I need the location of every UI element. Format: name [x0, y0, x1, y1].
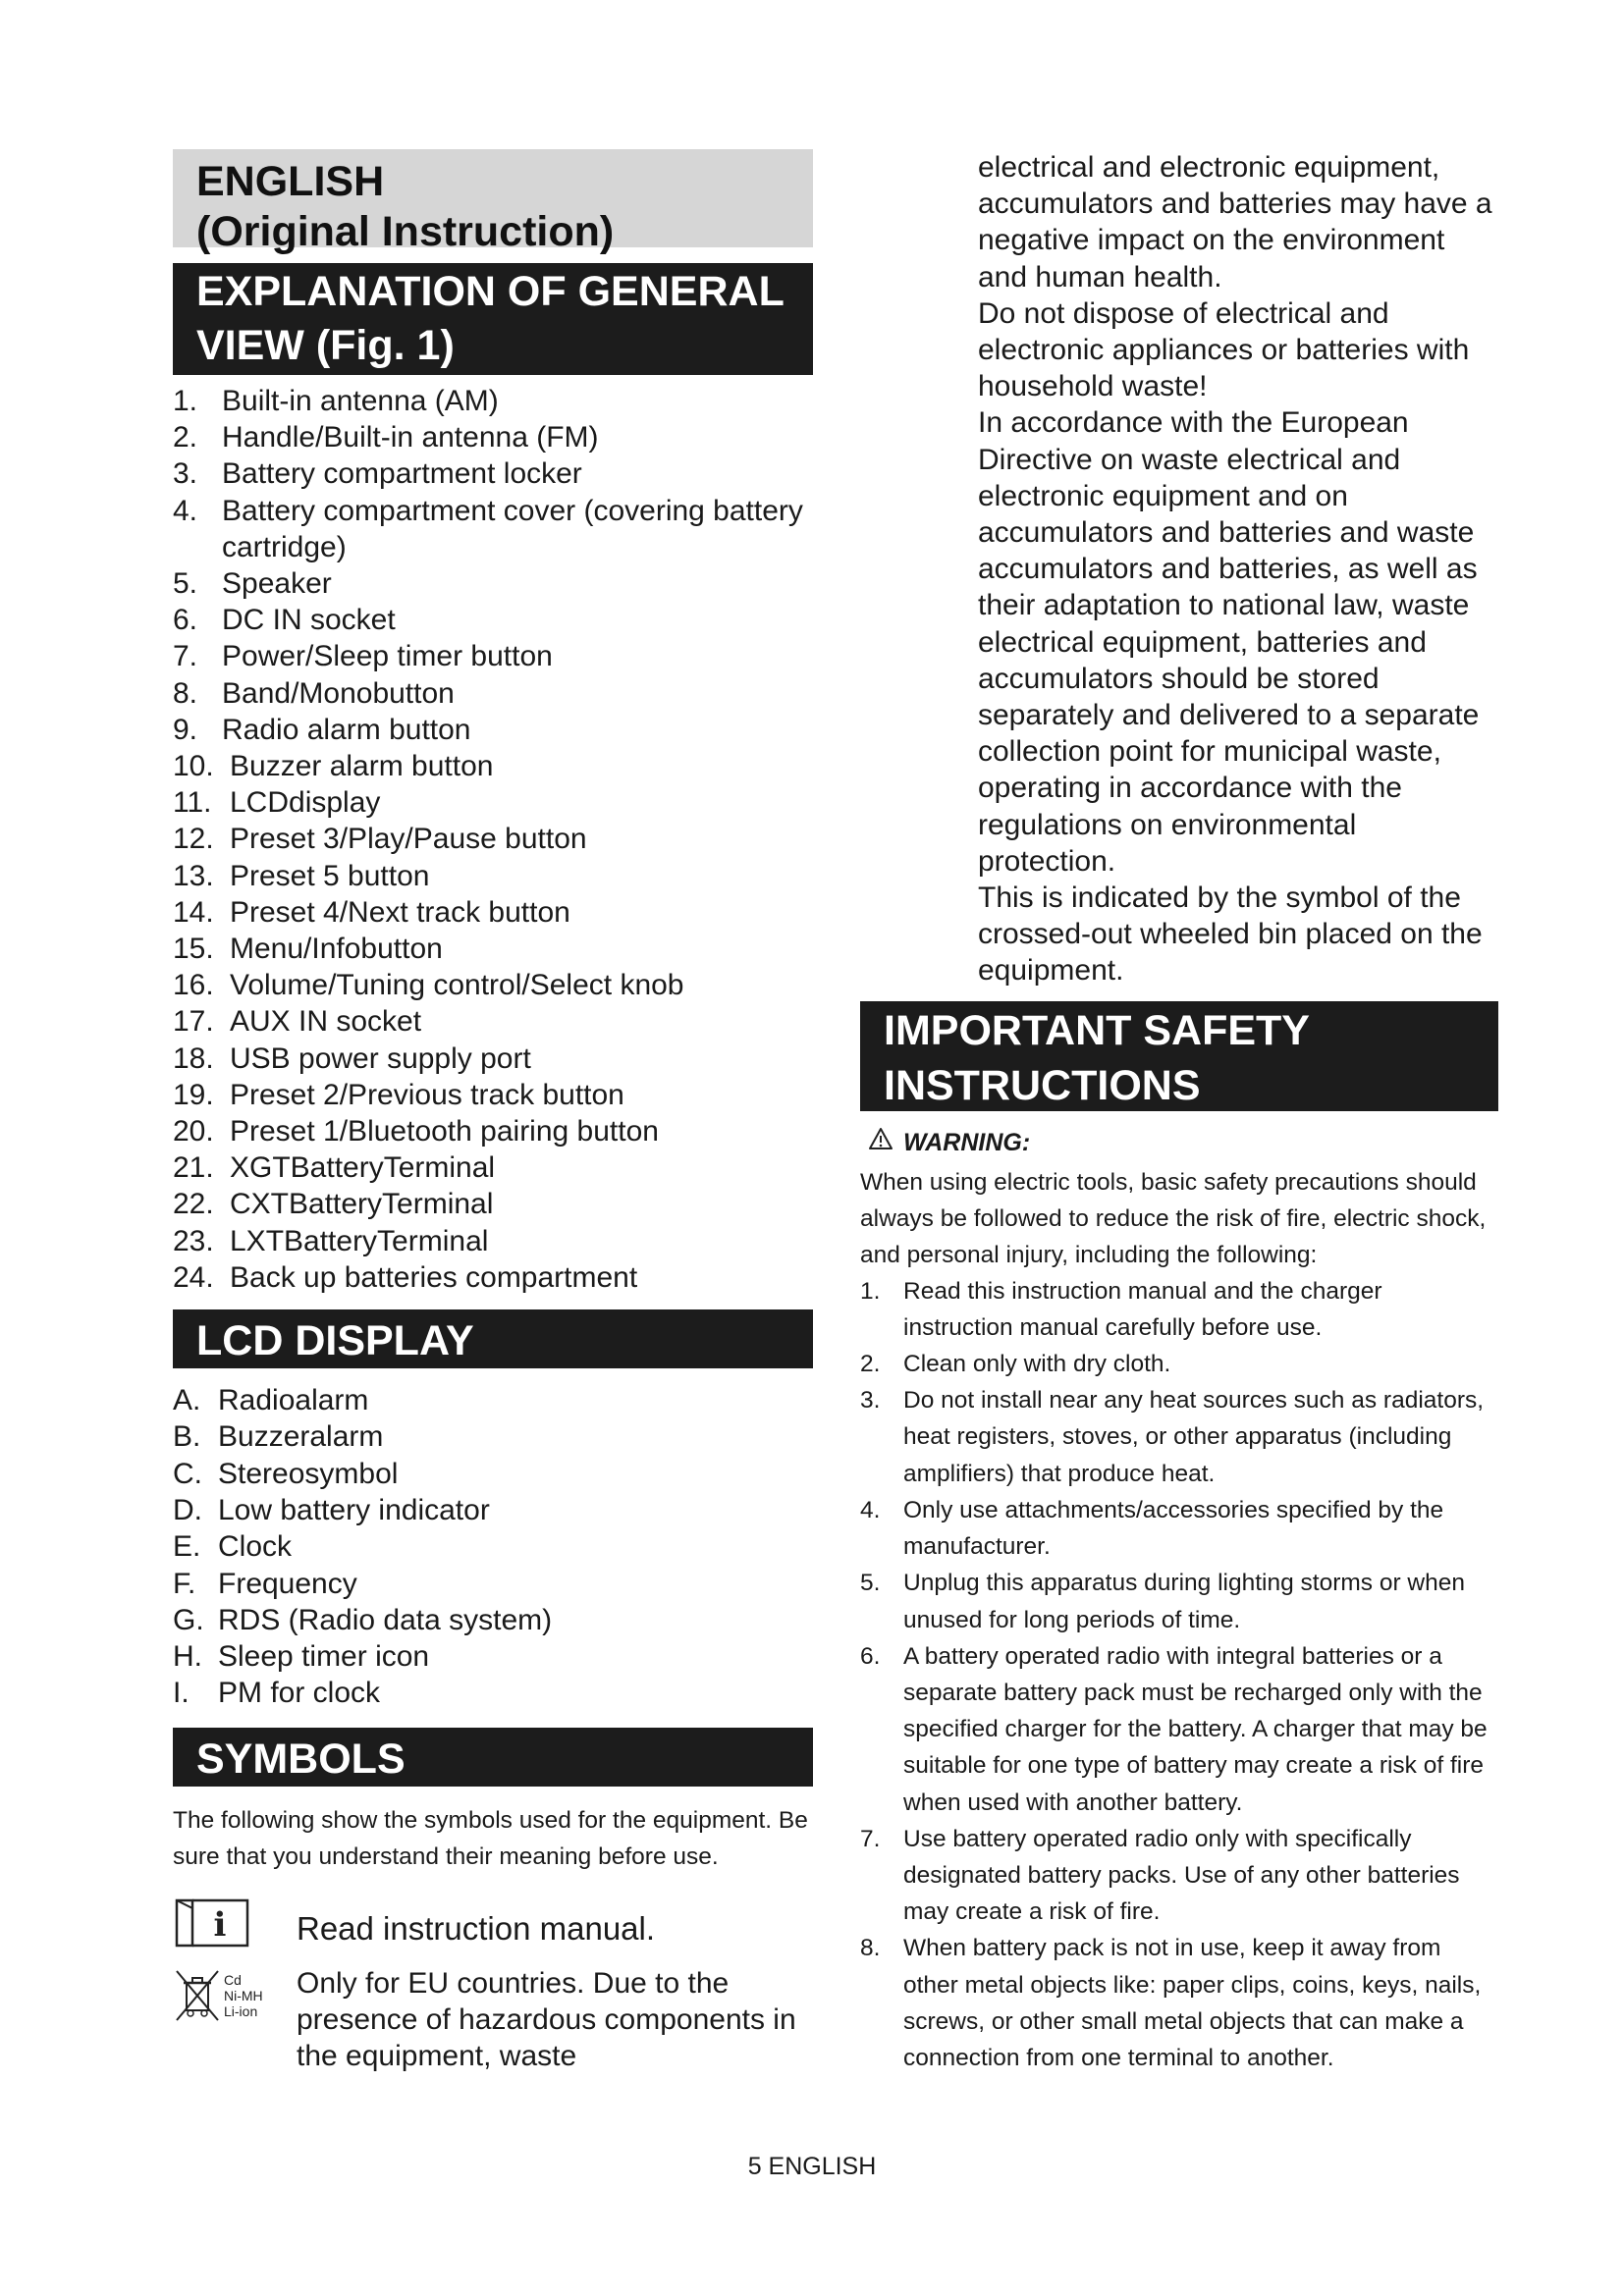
list-item-number: 2. [173, 421, 198, 454]
list-item [173, 1675, 813, 1711]
list-item-text: Preset 4/Next track button [230, 895, 570, 929]
list-item-text: Unplug this apparatus during lighting storms or when unused for long periods of time. [903, 1570, 1465, 1633]
list-item-number: D. [173, 1493, 202, 1526]
list-item-text: USB power supply port [230, 1041, 531, 1075]
list-item-number: 22. [173, 1188, 214, 1221]
list-item-number: 2. [860, 1351, 881, 1378]
list-item [860, 1273, 1498, 1346]
list-item-number: 17. [173, 1005, 214, 1039]
list-item-text: Handle/Built-in antenna (FM) [222, 421, 599, 454]
list-item-text: Preset 1/Bluetooth pairing button [230, 1115, 659, 1148]
list-item-text: Preset 2/Previous track button [230, 1078, 624, 1111]
list-item-text: A battery operated radio with integral batteries or a separate battery pack must be recharged only with the specified charger for the battery. A charger that may be suitable for one type of battery may create a risk of fire when used with another battery. [903, 1642, 1488, 1816]
list-item [173, 712, 813, 748]
list-item-text: Band/Monobutton [222, 676, 455, 710]
list-item-text: LXTBatteryTerminal [230, 1224, 489, 1257]
list-item-number: 6. [173, 604, 198, 637]
list-item-text: Do not install near any heat sources such as radiators, heat registers, stoves, or other apparatus (including amplifiers) that produce heat. [903, 1387, 1485, 1487]
weee-label: Ni-MH [224, 1987, 263, 2003]
section-heading-lcd-display: LCD DISPLAY [173, 1309, 813, 1368]
list-item [173, 1149, 813, 1186]
left-column [173, 149, 813, 2074]
language-title: ENGLISH [196, 158, 385, 205]
list-item [860, 1492, 1498, 1565]
list-item-number: 16. [173, 969, 214, 1002]
warning-triangle-icon [868, 1125, 893, 1160]
list-item [173, 1602, 813, 1638]
list-item [173, 1528, 813, 1565]
list-item-number: H. [173, 1640, 202, 1674]
list-item-number: I. [173, 1677, 189, 1710]
list-item-number: 5. [173, 567, 198, 601]
list-item-number: 19. [173, 1078, 214, 1111]
crossed-out-bin-icon [173, 1965, 297, 2031]
list-item-number: 8. [860, 1935, 881, 1962]
info-letter: i [213, 1905, 227, 1946]
list-item-number: 20. [173, 1115, 214, 1148]
list-item-number: 21. [173, 1151, 214, 1185]
list-item [173, 821, 813, 857]
list-item-text: Menu/Infobutton [230, 933, 443, 966]
eu-disposal-text [860, 149, 1498, 989]
list-item-number: 18. [173, 1041, 214, 1075]
section-heading-line: VIEW (Fig. 1) [196, 322, 455, 369]
list-item-number: 8. [173, 676, 198, 710]
list-item [173, 493, 813, 565]
list-item-text: Speaker [222, 567, 332, 601]
list-item-number: 11. [173, 786, 212, 820]
list-item-text: Clean only with dry cloth. [903, 1351, 1171, 1378]
list-item-number: 1. [173, 385, 198, 417]
list-item-text: Only use attachments/accessories specified by the manufacturer. [903, 1496, 1444, 1561]
list-item-text: LCDdisplay [230, 786, 381, 820]
list-item [860, 1382, 1498, 1492]
list-item-text: AUX IN socket [230, 1005, 422, 1039]
symbol-manual-text: Read instruction manual. [297, 1910, 656, 1948]
page-footer: 5 ENGLISH [747, 2153, 877, 2180]
list-item [173, 931, 813, 967]
list-item-number: 9. [173, 713, 198, 746]
list-item [860, 1930, 1498, 2076]
warning-label: WARNING: [903, 1128, 1031, 1156]
list-item [173, 1041, 813, 1077]
section-heading-line: EXPLANATION OF GENERAL [196, 268, 785, 315]
list-item-number: C. [173, 1457, 202, 1490]
symbol-weee-text: Only for EU countries. Due to the presence of hazardous components in the equipment, waste [297, 1966, 796, 2072]
list-item-text: When battery pack is not in use, keep it away from other metal objects like: paper clips, coins, keys, nails, screws, or other small metal objects that can make a connection from one terminal to another. [903, 1935, 1482, 2071]
list-item-number: 3. [173, 457, 198, 491]
list-item [173, 383, 813, 419]
list-item-text: DC IN socket [222, 604, 396, 637]
list-item [173, 967, 813, 1003]
list-item-text: RDS (Radio data system) [218, 1603, 553, 1636]
list-item-text: Preset 5 button [230, 859, 430, 892]
list-item [173, 565, 813, 602]
list-item-text: Clock [218, 1530, 293, 1564]
list-item-number: E. [173, 1530, 201, 1564]
list-item-number: A. [173, 1384, 201, 1417]
list-item-number: G. [173, 1603, 204, 1636]
language-subtitle: (Original Instruction) [196, 208, 615, 255]
list-item-text: Built-in antenna (AM) [222, 385, 499, 417]
list-item [173, 1077, 813, 1113]
list-item-number: 24. [173, 1260, 214, 1294]
list-item-text: CXTBatteryTerminal [230, 1188, 494, 1221]
section-heading-general-view [173, 263, 813, 375]
list-item-number: 12. [173, 823, 214, 856]
list-item-text: Use battery operated radio only with specifically designated battery packs. Use of any other batteries may create a risk of fire. [903, 1825, 1460, 1926]
list-item-text: Read this instruction manual and the charger instruction manual carefully before use. [903, 1277, 1382, 1341]
list-item-text: Volume/Tuning control/Select knob [230, 969, 684, 1002]
list-item [173, 1382, 813, 1418]
list-item-number: 23. [173, 1224, 214, 1257]
list-item-number: 10. [173, 750, 214, 783]
list-item [173, 748, 813, 784]
list-item-text: Low battery indicator [218, 1493, 490, 1526]
symbol-row-weee [173, 1965, 813, 2074]
eu-paragraph: In accordance with the European Directive on waste electrical and electronic equipment and on accumulators and batteries and waste accumulators and batteries, as well as their adaptation to national law, waste electrical equipment, batteries and accumulators should be stored separately and delivered to a separate collection point for municipal waste, operating in accordance with the regulations on environmental protection. [978, 406, 1480, 878]
list-item-number: 4. [860, 1496, 881, 1523]
list-item [173, 419, 813, 455]
eu-paragraph: electrical and electronic equipment, accumulators and batteries may have a negative impact on the environment and human health. [978, 151, 1492, 294]
list-item-number: 1. [860, 1277, 881, 1305]
list-item-text: Buzzeralarm [218, 1420, 384, 1454]
list-item-number: 7. [173, 640, 198, 673]
list-item [173, 1456, 813, 1492]
eu-paragraph: This is indicated by the symbol of the crossed-out wheeled bin placed on the equipment. [978, 881, 1483, 988]
list-item-text: Preset 3/Play/Pause button [230, 823, 587, 856]
parts-list [173, 383, 813, 1296]
list-item-number: 6. [860, 1642, 881, 1670]
section-heading-safety [860, 1001, 1498, 1111]
list-item-text: Buzzer alarm button [230, 750, 494, 783]
symbol-row-manual [173, 1896, 813, 1955]
list-item-text: Power/Sleep timer button [222, 640, 553, 673]
right-column [860, 149, 1498, 2076]
list-item [173, 784, 813, 821]
list-item [173, 1492, 813, 1528]
list-item [173, 675, 813, 712]
list-item-number: B. [173, 1420, 201, 1454]
safety-list [860, 1273, 1498, 2076]
list-item [173, 602, 813, 638]
list-item-text: PM for clock [218, 1677, 381, 1710]
list-item [173, 1003, 813, 1040]
list-item-text: Radioalarm [218, 1384, 369, 1417]
list-item [173, 1259, 813, 1296]
list-item [860, 1821, 1498, 1931]
weee-label: Cd [224, 1971, 242, 1988]
warning-heading [860, 1125, 1498, 1160]
list-item [173, 1113, 813, 1149]
list-item [860, 1565, 1498, 1637]
list-item [173, 455, 813, 492]
list-item-number: 5. [860, 1570, 881, 1597]
list-item [173, 1186, 813, 1222]
list-item [860, 1346, 1498, 1382]
list-item-text: Battery compartment locker [222, 457, 582, 491]
weee-label: Li-ion [224, 2002, 258, 2019]
list-item [173, 1418, 813, 1455]
list-item [173, 1566, 813, 1602]
language-box [173, 149, 813, 255]
list-item-text: XGTBatteryTerminal [230, 1151, 496, 1185]
list-item [173, 894, 813, 931]
list-item [173, 1638, 813, 1675]
section-heading-line: IMPORTANT SAFETY [884, 1006, 1310, 1054]
list-item-number: 15. [173, 933, 214, 966]
warning-intro: When using electric tools, basic safety precautions should always be followed to reduce the risk of fire, electric shock, and personal injury, including the following: [860, 1168, 1487, 1268]
list-item-text: Stereosymbol [218, 1457, 399, 1490]
list-item-text: Sleep timer icon [218, 1640, 430, 1674]
list-item [860, 1638, 1498, 1821]
list-item-number: 4. [173, 494, 198, 527]
list-item [173, 1223, 813, 1259]
list-item-number: F. [173, 1567, 196, 1600]
list-item-text: Battery compartment cover (covering battery cartridge) [222, 494, 803, 563]
info-book-icon [173, 1896, 297, 1954]
lcd-items-list [173, 1382, 813, 1712]
section-heading-symbols: SYMBOLS [173, 1728, 813, 1787]
symbols-intro: The following show the symbols used for the equipment. Be sure that you understand their meaning before use. [173, 1806, 808, 1870]
eu-paragraph: Do not dispose of electrical and electronic appliances or batteries with household waste! [978, 296, 1470, 403]
list-item-text: Frequency [218, 1567, 357, 1600]
list-item [173, 858, 813, 894]
list-item [173, 638, 813, 674]
list-item-text: Back up batteries compartment [230, 1260, 638, 1294]
list-item-text: Radio alarm button [222, 713, 471, 746]
list-item-number: 13. [173, 859, 214, 892]
list-item-number: 14. [173, 895, 214, 929]
section-heading-line: INSTRUCTIONS [884, 1061, 1201, 1109]
list-item-number: 7. [860, 1825, 881, 1852]
list-item-number: 3. [860, 1387, 881, 1415]
